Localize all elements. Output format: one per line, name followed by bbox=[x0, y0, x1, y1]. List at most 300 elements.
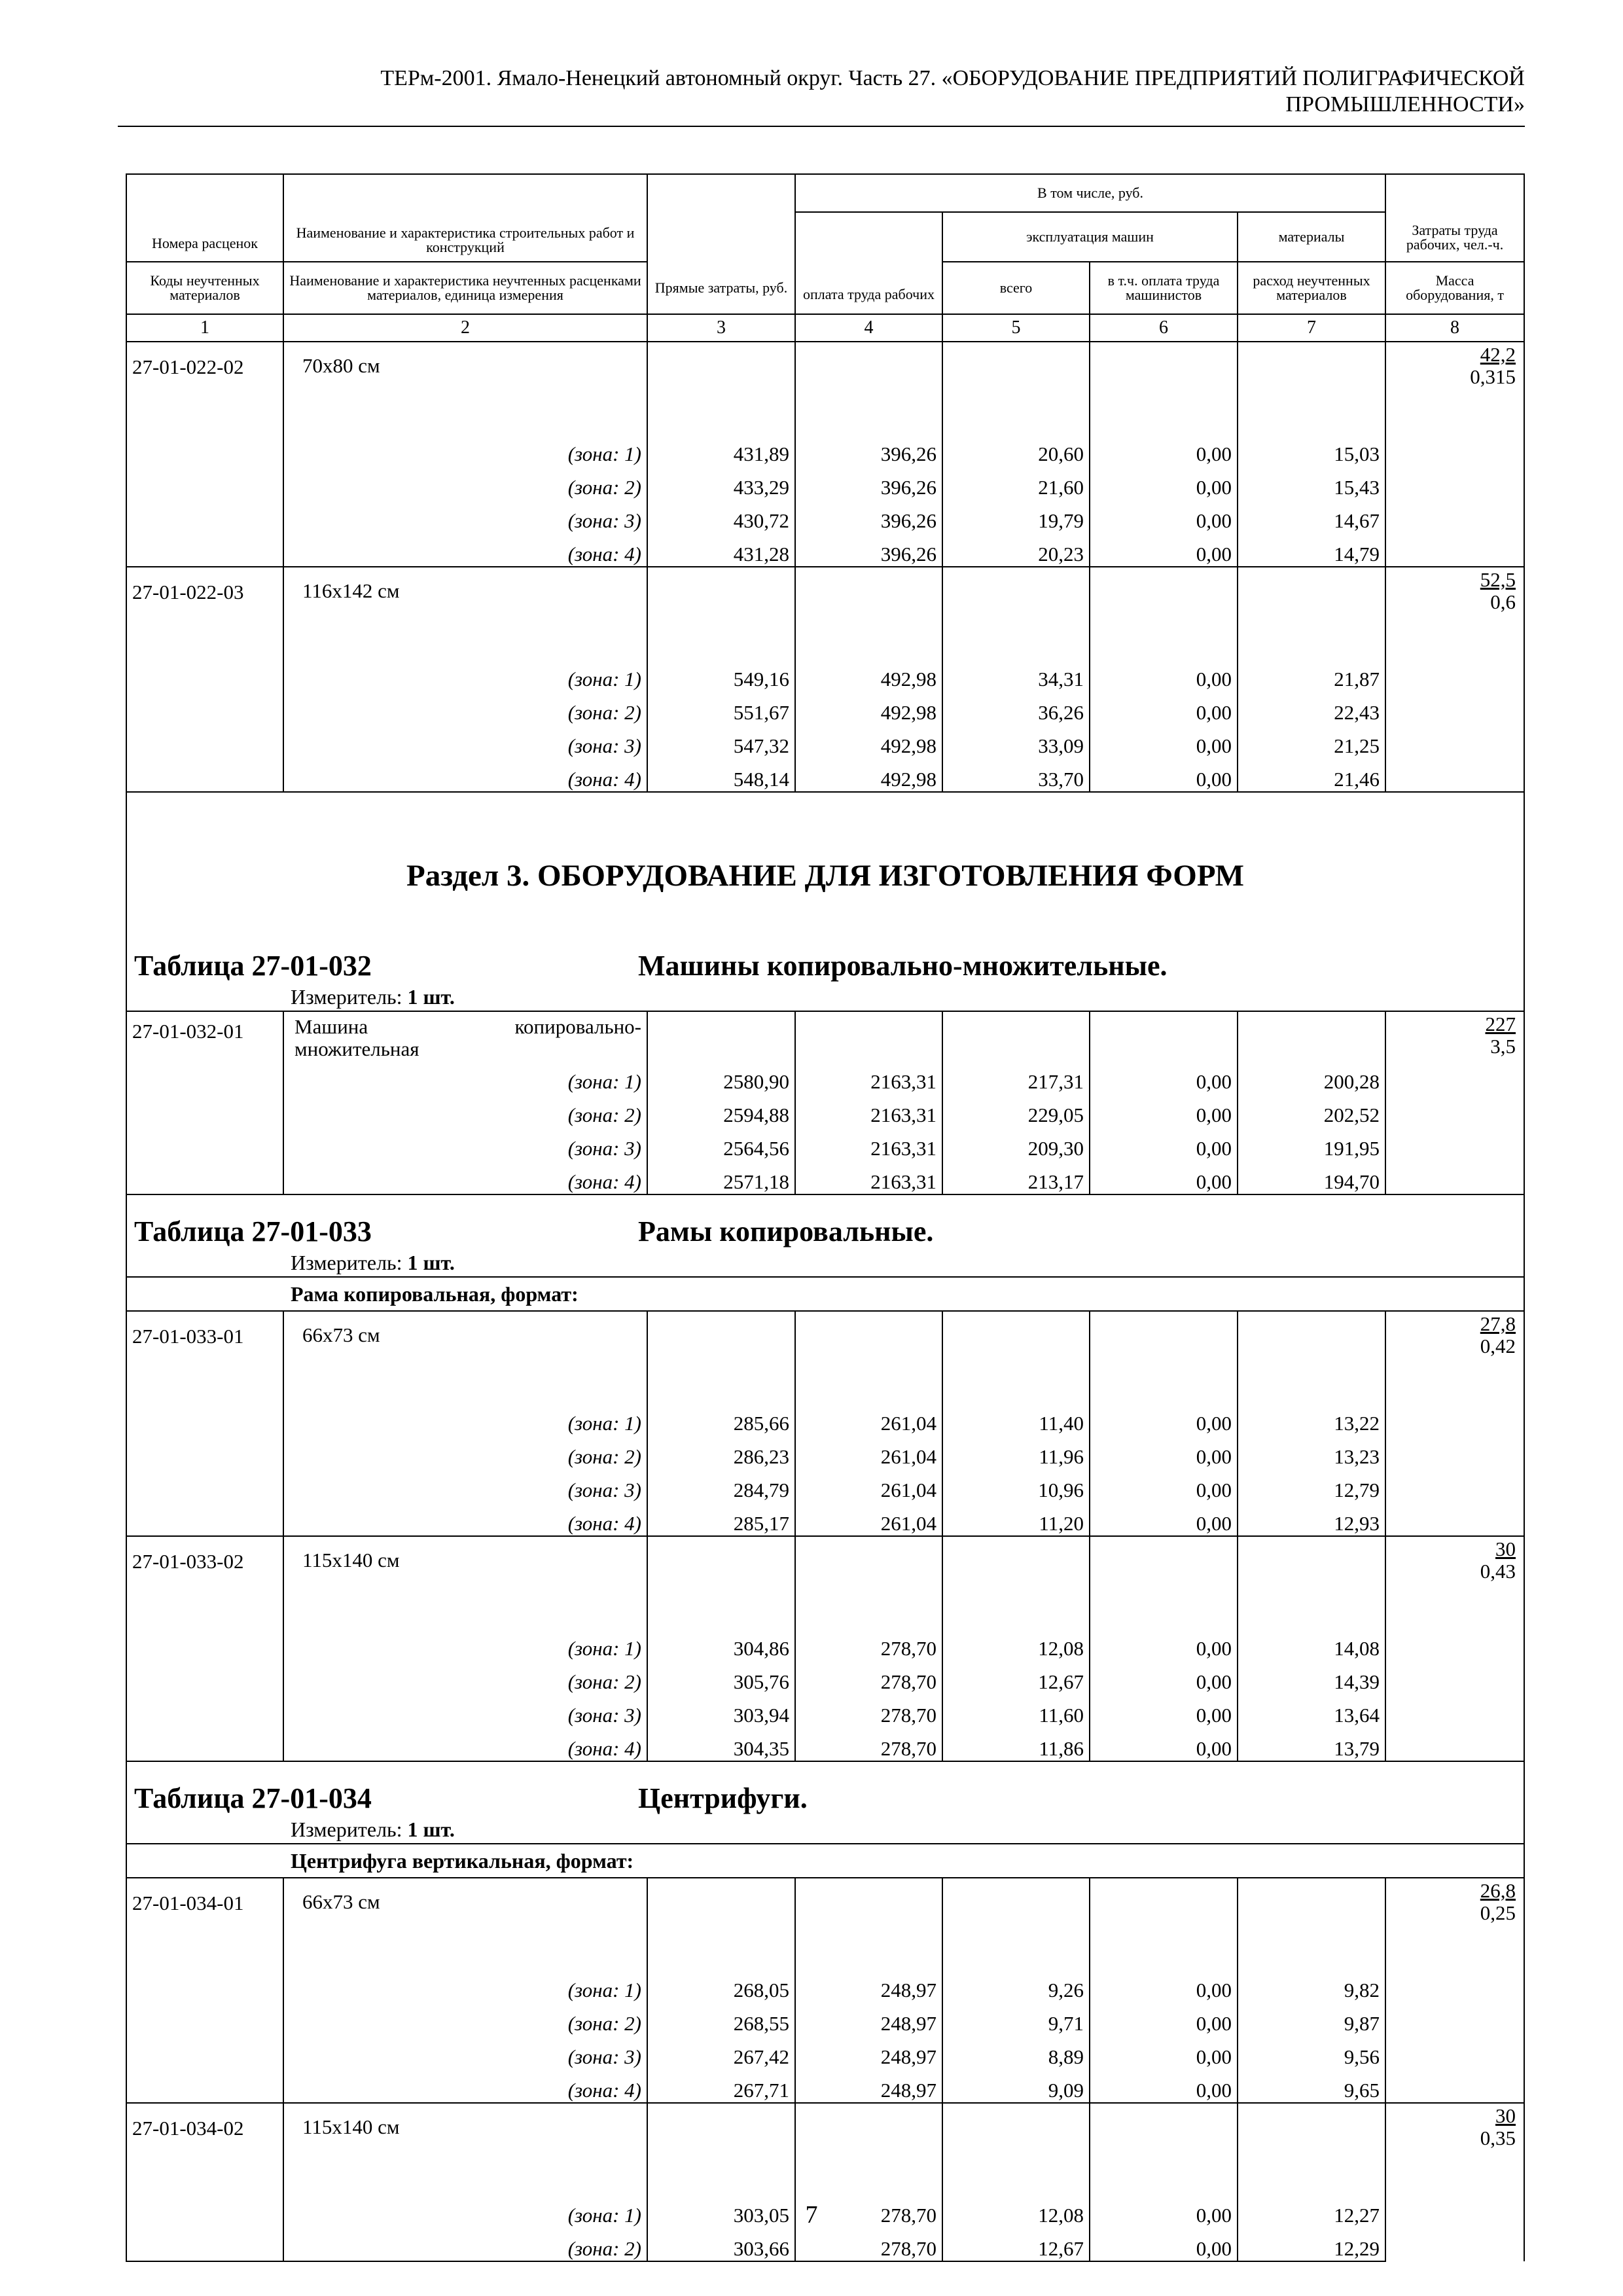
value-cell: 0,00 bbox=[1090, 1127, 1238, 1160]
rate-name: 66х73 см bbox=[283, 1311, 647, 1402]
value-cell: 0,00 bbox=[1090, 691, 1238, 725]
labor-mass-fraction bbox=[1385, 1311, 1524, 1536]
value-cell: 0,00 bbox=[1090, 2069, 1238, 2103]
value-cell: 303,66 bbox=[647, 2227, 795, 2261]
value-cell: 248,97 bbox=[795, 2036, 942, 2069]
value-cell: 396,26 bbox=[795, 499, 942, 533]
empty-cell bbox=[126, 1127, 283, 1160]
value-cell: 248,97 bbox=[795, 2069, 942, 2103]
value-cell: 0,00 bbox=[1090, 433, 1238, 466]
th-operators: в т.ч. оплата труда машинистов bbox=[1090, 262, 1238, 314]
value-cell: 14,08 bbox=[1238, 1627, 1385, 1660]
value-cell: 278,70 bbox=[795, 1727, 942, 1761]
value-cell: 33,70 bbox=[942, 758, 1090, 792]
value-cell: 213,17 bbox=[942, 1160, 1090, 1194]
th-unaccounted: расход неучтенных материалов bbox=[1238, 262, 1385, 314]
value-cell: 10,96 bbox=[942, 1469, 1090, 1502]
value-cell: 2594,88 bbox=[647, 1094, 795, 1127]
rate-name: 70х80 см bbox=[283, 342, 647, 433]
empty-cell bbox=[126, 433, 283, 466]
value-cell: 12,79 bbox=[1238, 1469, 1385, 1502]
th-mass: Масса оборудования, т bbox=[1385, 262, 1524, 314]
value-cell: 11,86 bbox=[942, 1727, 1090, 1761]
zone-row bbox=[126, 1660, 1524, 1694]
zone-label: (зона: 1) bbox=[283, 658, 647, 691]
measure-value: 1 шт. bbox=[407, 984, 455, 1009]
value-cell: 0,00 bbox=[1090, 1469, 1238, 1502]
empty-cell bbox=[126, 1094, 283, 1127]
mass-value: 0,6 bbox=[1490, 590, 1516, 613]
zone-label: (зона: 3) bbox=[283, 1469, 647, 1502]
value-cell: 2163,31 bbox=[795, 1060, 942, 1094]
zone-row bbox=[126, 2036, 1524, 2069]
subsection-title: Центрифуга вертикальная, формат: bbox=[126, 1844, 1524, 1878]
section-block bbox=[126, 792, 1524, 1011]
value-cell: 9,26 bbox=[942, 1969, 1090, 2002]
value-cell: 36,26 bbox=[942, 691, 1090, 725]
value-cell: 0,00 bbox=[1090, 1160, 1238, 1194]
zone-row bbox=[126, 1502, 1524, 1536]
zone-row bbox=[126, 1094, 1524, 1127]
value-cell: 492,98 bbox=[795, 691, 942, 725]
value-cell: 0,00 bbox=[1090, 1094, 1238, 1127]
value-cell: 0,00 bbox=[1090, 2002, 1238, 2036]
empty-cell bbox=[126, 1060, 283, 1094]
value-cell: 267,42 bbox=[647, 2036, 795, 2069]
value-cell: 9,71 bbox=[942, 2002, 1090, 2036]
value-cell: 0,00 bbox=[1090, 533, 1238, 567]
value-cell: 430,72 bbox=[647, 499, 795, 533]
zone-label: (зона: 2) bbox=[283, 2227, 647, 2261]
col-num: 2 bbox=[283, 314, 647, 342]
table-header bbox=[126, 174, 1524, 314]
value-cell: 11,20 bbox=[942, 1502, 1090, 1536]
empty-cell bbox=[1090, 342, 1238, 433]
empty-cell bbox=[126, 1694, 283, 1727]
value-cell: 34,31 bbox=[942, 658, 1090, 691]
value-cell: 14,79 bbox=[1238, 533, 1385, 567]
value-cell: 548,14 bbox=[647, 758, 795, 792]
zone-label: (зона: 2) bbox=[283, 2002, 647, 2036]
zone-label: (зона: 1) bbox=[283, 1627, 647, 1660]
empty-cell bbox=[126, 499, 283, 533]
value-cell: 19,79 bbox=[942, 499, 1090, 533]
value-cell: 12,93 bbox=[1238, 1502, 1385, 1536]
zone-row bbox=[126, 2002, 1524, 2036]
empty-cell bbox=[126, 1502, 283, 1536]
empty-cell bbox=[126, 725, 283, 758]
mass-value: 0,315 bbox=[1470, 365, 1516, 388]
value-cell: 396,26 bbox=[795, 433, 942, 466]
rate-name: 66х73 см bbox=[283, 1878, 647, 1969]
rate-name-part: множительная bbox=[294, 1037, 419, 1060]
value-cell: 13,23 bbox=[1238, 1435, 1385, 1469]
rate-group bbox=[126, 1011, 1524, 1194]
zone-label: (зона: 1) bbox=[283, 1969, 647, 2002]
value-cell: 547,32 bbox=[647, 725, 795, 758]
rate-name: 115х140 см bbox=[283, 1536, 647, 1627]
empty-cell bbox=[1238, 342, 1385, 433]
zone-label: (зона: 1) bbox=[283, 2194, 647, 2227]
labor-mass-fraction bbox=[1385, 1878, 1524, 2103]
value-cell: 202,52 bbox=[1238, 1094, 1385, 1127]
empty-cell bbox=[1090, 567, 1238, 658]
empty-cell bbox=[126, 2036, 283, 2069]
value-cell: 0,00 bbox=[1090, 466, 1238, 499]
zone-row bbox=[126, 533, 1524, 567]
value-cell: 248,97 bbox=[795, 1969, 942, 2002]
labor-value: 52,5 bbox=[1480, 568, 1516, 591]
table-033-head bbox=[126, 1194, 1524, 1311]
labor-mass-fraction bbox=[1385, 1536, 1524, 1761]
rate-group bbox=[126, 567, 1524, 792]
value-cell: 304,86 bbox=[647, 1627, 795, 1660]
rate-code: 27-01-034-01 bbox=[126, 1878, 283, 1969]
zone-label: (зона: 3) bbox=[283, 2036, 647, 2069]
col-num: 8 bbox=[1385, 314, 1524, 342]
value-cell: 0,00 bbox=[1090, 2036, 1238, 2069]
zone-row bbox=[126, 1060, 1524, 1094]
value-cell: 261,04 bbox=[795, 1402, 942, 1435]
empty-cell bbox=[1090, 1311, 1238, 1402]
zone-row bbox=[126, 1727, 1524, 1761]
zone-row bbox=[126, 1402, 1524, 1435]
measure-label: Измеритель: bbox=[291, 984, 402, 1009]
value-cell: 2580,90 bbox=[647, 1060, 795, 1094]
empty-cell bbox=[126, 1402, 283, 1435]
column-numbers bbox=[126, 314, 1524, 342]
measure-label: Измеритель: bbox=[291, 1250, 402, 1274]
empty-cell bbox=[795, 1311, 942, 1402]
value-cell: 21,60 bbox=[942, 466, 1090, 499]
value-cell: 191,95 bbox=[1238, 1127, 1385, 1160]
labor-value: 27,8 bbox=[1480, 1312, 1516, 1335]
zone-label: (зона: 1) bbox=[283, 1402, 647, 1435]
labor-value: 26,8 bbox=[1480, 1879, 1516, 1902]
value-cell: 33,09 bbox=[942, 725, 1090, 758]
value-cell: 261,04 bbox=[795, 1469, 942, 1502]
value-cell: 20,60 bbox=[942, 433, 1090, 466]
value-cell: 433,29 bbox=[647, 466, 795, 499]
running-header bbox=[118, 65, 1525, 118]
value-cell: 396,26 bbox=[795, 533, 942, 567]
value-cell: 11,40 bbox=[942, 1402, 1090, 1435]
labor-value: 30 bbox=[1495, 1537, 1516, 1560]
labor-mass-fraction bbox=[1385, 2103, 1524, 2261]
subsection-title: Рама копировальная, формат: bbox=[126, 1277, 1524, 1311]
rate-name: 116х142 см bbox=[283, 567, 647, 658]
value-cell: 551,67 bbox=[647, 691, 795, 725]
value-cell: 286,23 bbox=[647, 1435, 795, 1469]
empty-cell bbox=[795, 567, 942, 658]
value-cell: 0,00 bbox=[1090, 1435, 1238, 1469]
value-cell: 2163,31 bbox=[795, 1094, 942, 1127]
zone-row bbox=[126, 1627, 1524, 1660]
empty-cell bbox=[126, 533, 283, 567]
empty-cell bbox=[126, 1435, 283, 1469]
value-cell: 20,23 bbox=[942, 533, 1090, 567]
col-num: 5 bbox=[942, 314, 1090, 342]
value-cell: 0,00 bbox=[1090, 499, 1238, 533]
value-cell: 0,00 bbox=[1090, 2227, 1238, 2261]
zone-row bbox=[126, 1127, 1524, 1160]
table-title: Машины копировально-множительные. bbox=[638, 950, 1168, 982]
empty-cell bbox=[126, 1469, 283, 1502]
value-cell: 0,00 bbox=[1090, 1402, 1238, 1435]
rate-title-row bbox=[126, 567, 1524, 658]
value-cell: 0,00 bbox=[1090, 1969, 1238, 2002]
table-code: Таблица 27-01-033 bbox=[134, 1215, 372, 1247]
measure-row bbox=[126, 1249, 1524, 1277]
empty-cell bbox=[126, 466, 283, 499]
zone-label: (зона: 2) bbox=[283, 466, 647, 499]
rate-title-row bbox=[126, 2103, 1524, 2194]
value-cell: 12,67 bbox=[942, 1660, 1090, 1694]
col-num: 1 bbox=[126, 314, 283, 342]
value-cell: 0,00 bbox=[1090, 1694, 1238, 1727]
value-cell: 248,97 bbox=[795, 2002, 942, 2036]
value-cell: 492,98 bbox=[795, 725, 942, 758]
empty-cell bbox=[126, 2002, 283, 2036]
th-including: В том числе, руб. bbox=[795, 174, 1385, 212]
zone-row bbox=[126, 499, 1524, 533]
measure-row bbox=[126, 983, 1524, 1011]
zone-label: (зона: 3) bbox=[283, 499, 647, 533]
table-code: Таблица 27-01-032 bbox=[134, 950, 372, 982]
value-cell: 0,00 bbox=[1090, 725, 1238, 758]
labor-value: 30 bbox=[1495, 2104, 1516, 2127]
empty-cell bbox=[795, 1878, 942, 1969]
empty-cell bbox=[126, 1660, 283, 1694]
value-cell: 304,35 bbox=[647, 1727, 795, 1761]
value-cell: 285,66 bbox=[647, 1402, 795, 1435]
empty-cell bbox=[942, 1311, 1090, 1402]
empty-cell bbox=[795, 1536, 942, 1627]
labor-value: 227 bbox=[1485, 1013, 1516, 1035]
zone-row bbox=[126, 1694, 1524, 1727]
th-wages: оплата труда рабочих bbox=[795, 212, 942, 314]
labor-mass-fraction bbox=[1385, 567, 1524, 792]
value-cell: 303,94 bbox=[647, 1694, 795, 1727]
col-num: 3 bbox=[647, 314, 795, 342]
value-cell: 12,67 bbox=[942, 2227, 1090, 2261]
value-cell: 9,56 bbox=[1238, 2036, 1385, 2069]
rate-group bbox=[126, 1311, 1524, 1536]
mass-value: 0,42 bbox=[1480, 1335, 1516, 1357]
value-cell: 492,98 bbox=[795, 758, 942, 792]
value-cell: 14,67 bbox=[1238, 499, 1385, 533]
value-cell: 268,55 bbox=[647, 2002, 795, 2036]
zone-label: (зона: 4) bbox=[283, 1727, 647, 1761]
empty-cell bbox=[126, 758, 283, 792]
value-cell: 396,26 bbox=[795, 466, 942, 499]
value-cell: 278,70 bbox=[795, 1694, 942, 1727]
measure-label: Измеритель: bbox=[291, 1817, 402, 1841]
empty-cell bbox=[1238, 567, 1385, 658]
running-header-line2: ПРОМЫШЛЕННОСТИ» bbox=[1285, 92, 1525, 117]
value-cell: 305,76 bbox=[647, 1660, 795, 1694]
value-cell: 0,00 bbox=[1090, 658, 1238, 691]
value-cell: 11,60 bbox=[942, 1694, 1090, 1727]
value-cell: 21,87 bbox=[1238, 658, 1385, 691]
col-num: 6 bbox=[1090, 314, 1238, 342]
col-num: 7 bbox=[1238, 314, 1385, 342]
value-cell: 8,89 bbox=[942, 2036, 1090, 2069]
zone-row bbox=[126, 2069, 1524, 2103]
rate-name-part: Машина bbox=[294, 1015, 368, 1038]
running-header-line1: ТЕРм-2001. Ямало-Ненецкий автономный округ. Часть 27. «ОБОРУДОВАНИЕ ПРЕДПРИЯТИЙ ПОЛИГРАФИЧЕСКОЙ bbox=[380, 66, 1525, 90]
th-codes-bottom: Коды неучтенных материалов bbox=[126, 262, 283, 314]
value-cell: 0,00 bbox=[1090, 1627, 1238, 1660]
value-cell: 9,65 bbox=[1238, 2069, 1385, 2103]
th-direct-costs: Прямые затраты, руб. bbox=[647, 174, 795, 314]
zone-row bbox=[126, 1469, 1524, 1502]
zone-row bbox=[126, 658, 1524, 691]
value-cell: 21,46 bbox=[1238, 758, 1385, 792]
value-cell: 194,70 bbox=[1238, 1160, 1385, 1194]
value-cell: 9,82 bbox=[1238, 1969, 1385, 2002]
rate-code: 27-01-033-01 bbox=[126, 1311, 283, 1402]
empty-cell bbox=[1238, 1878, 1385, 1969]
value-cell: 200,28 bbox=[1238, 1060, 1385, 1094]
empty-cell bbox=[942, 342, 1090, 433]
zone-row bbox=[126, 2227, 1524, 2261]
value-cell: 278,70 bbox=[795, 1627, 942, 1660]
value-cell: 267,71 bbox=[647, 2069, 795, 2103]
empty-cell bbox=[126, 1160, 283, 1194]
empty-cell bbox=[126, 1627, 283, 1660]
empty-cell bbox=[647, 1878, 795, 1969]
empty-cell bbox=[1090, 2103, 1238, 2194]
value-cell: 549,16 bbox=[647, 658, 795, 691]
empty-cell bbox=[1238, 2103, 1385, 2194]
value-cell: 2163,31 bbox=[795, 1160, 942, 1194]
th-codes-top: Номера расценок bbox=[126, 174, 283, 262]
th-name-top: Наименование и характеристика строительных работ и конструкций bbox=[283, 174, 647, 262]
value-cell: 0,00 bbox=[1090, 2194, 1238, 2227]
zone-label: (зона: 4) bbox=[283, 758, 647, 792]
zone-row bbox=[126, 433, 1524, 466]
th-materials: материалы bbox=[1238, 212, 1385, 262]
th-labor: Затраты труда рабочих, чел.-ч. bbox=[1385, 174, 1524, 262]
value-cell: 2163,31 bbox=[795, 1127, 942, 1160]
col-num: 4 bbox=[795, 314, 942, 342]
zone-row bbox=[126, 1435, 1524, 1469]
mass-value: 3,5 bbox=[1490, 1035, 1516, 1058]
empty-cell bbox=[647, 342, 795, 433]
rate-code: 27-01-034-02 bbox=[126, 2103, 283, 2194]
zone-row bbox=[126, 725, 1524, 758]
value-cell: 15,03 bbox=[1238, 433, 1385, 466]
zone-label: (зона: 4) bbox=[283, 2069, 647, 2103]
rate-title-row bbox=[126, 342, 1524, 433]
empty-cell bbox=[647, 2103, 795, 2194]
empty-cell bbox=[126, 2227, 283, 2261]
value-cell: 261,04 bbox=[795, 1435, 942, 1469]
empty-cell bbox=[795, 2103, 942, 2194]
value-cell: 15,43 bbox=[1238, 466, 1385, 499]
rate-group bbox=[126, 2103, 1524, 2261]
value-cell: 12,27 bbox=[1238, 2194, 1385, 2227]
value-cell: 0,00 bbox=[1090, 1060, 1238, 1094]
th-total: всего bbox=[942, 262, 1090, 314]
rate-code: 27-01-032-01 bbox=[126, 1011, 283, 1060]
zone-label: (зона: 3) bbox=[283, 1127, 647, 1160]
zone-label: (зона: 1) bbox=[283, 433, 647, 466]
rate-title-row bbox=[126, 1311, 1524, 1402]
empty-cell bbox=[942, 2103, 1090, 2194]
empty-cell bbox=[647, 1311, 795, 1402]
rate-code: 27-01-022-03 bbox=[126, 567, 283, 658]
value-cell: 209,30 bbox=[942, 1127, 1090, 1160]
empty-cell bbox=[126, 658, 283, 691]
value-cell: 12,08 bbox=[942, 2194, 1090, 2227]
zone-label: (зона: 4) bbox=[283, 1502, 647, 1536]
empty-cell bbox=[1090, 1878, 1238, 1969]
rates-table-container bbox=[126, 173, 1524, 2262]
value-cell: 278,70 bbox=[795, 2227, 942, 2261]
zone-row bbox=[126, 691, 1524, 725]
section-title: Раздел 3. ОБОРУДОВАНИЕ ДЛЯ ИЗГОТОВЛЕНИЯ ФОРМ bbox=[126, 792, 1524, 944]
value-cell: 0,00 bbox=[1090, 1660, 1238, 1694]
measure-value: 1 шт. bbox=[407, 1250, 455, 1274]
value-cell: 11,96 bbox=[942, 1435, 1090, 1469]
value-cell: 431,89 bbox=[647, 433, 795, 466]
empty-cell bbox=[647, 567, 795, 658]
empty-cell bbox=[1090, 1536, 1238, 1627]
value-cell: 217,31 bbox=[942, 1060, 1090, 1094]
value-cell: 0,00 bbox=[1090, 1727, 1238, 1761]
page-number: 7 bbox=[805, 2201, 818, 2229]
value-cell: 278,70 bbox=[795, 1660, 942, 1694]
zone-label: (зона: 2) bbox=[283, 691, 647, 725]
zone-label: (зона: 2) bbox=[283, 1435, 647, 1469]
table-034-head bbox=[126, 1761, 1524, 1878]
empty-cell bbox=[1238, 1536, 1385, 1627]
th-name-bottom: Наименование и характеристика неучтенных расценками материалов, единица измерения bbox=[283, 262, 647, 314]
zone-label: (зона: 4) bbox=[283, 1160, 647, 1194]
empty-cell bbox=[942, 1536, 1090, 1627]
measure-value: 1 шт. bbox=[407, 1817, 455, 1841]
rates-table bbox=[126, 173, 1525, 2262]
measure-row bbox=[126, 1816, 1524, 1844]
mass-value: 0,35 bbox=[1480, 2126, 1516, 2149]
value-cell: 431,28 bbox=[647, 533, 795, 567]
rate-code: 27-01-022-02 bbox=[126, 342, 283, 433]
rate-title-row bbox=[126, 1878, 1524, 1969]
rate-name: 115х140 см bbox=[283, 2103, 647, 2194]
rate-title-row bbox=[126, 1536, 1524, 1627]
empty-cell bbox=[126, 1969, 283, 2002]
rate-group bbox=[126, 1878, 1524, 2103]
value-cell: 13,22 bbox=[1238, 1402, 1385, 1435]
value-cell: 0,00 bbox=[1090, 758, 1238, 792]
value-cell: 261,04 bbox=[795, 1502, 942, 1536]
value-cell: 303,05 bbox=[647, 2194, 795, 2227]
empty-cell bbox=[942, 567, 1090, 658]
value-cell: 9,87 bbox=[1238, 2002, 1385, 2036]
zone-row bbox=[126, 1160, 1524, 1194]
empty-cell bbox=[126, 1727, 283, 1761]
zone-label: (зона: 2) bbox=[283, 1660, 647, 1694]
mass-value: 0,43 bbox=[1480, 1560, 1516, 1583]
zone-label: (зона: 2) bbox=[283, 1094, 647, 1127]
rate-code: 27-01-033-02 bbox=[126, 1536, 283, 1627]
zone-row bbox=[126, 1969, 1524, 2002]
value-cell: 14,39 bbox=[1238, 1660, 1385, 1694]
empty-cell bbox=[126, 691, 283, 725]
empty-cell bbox=[942, 1878, 1090, 1969]
